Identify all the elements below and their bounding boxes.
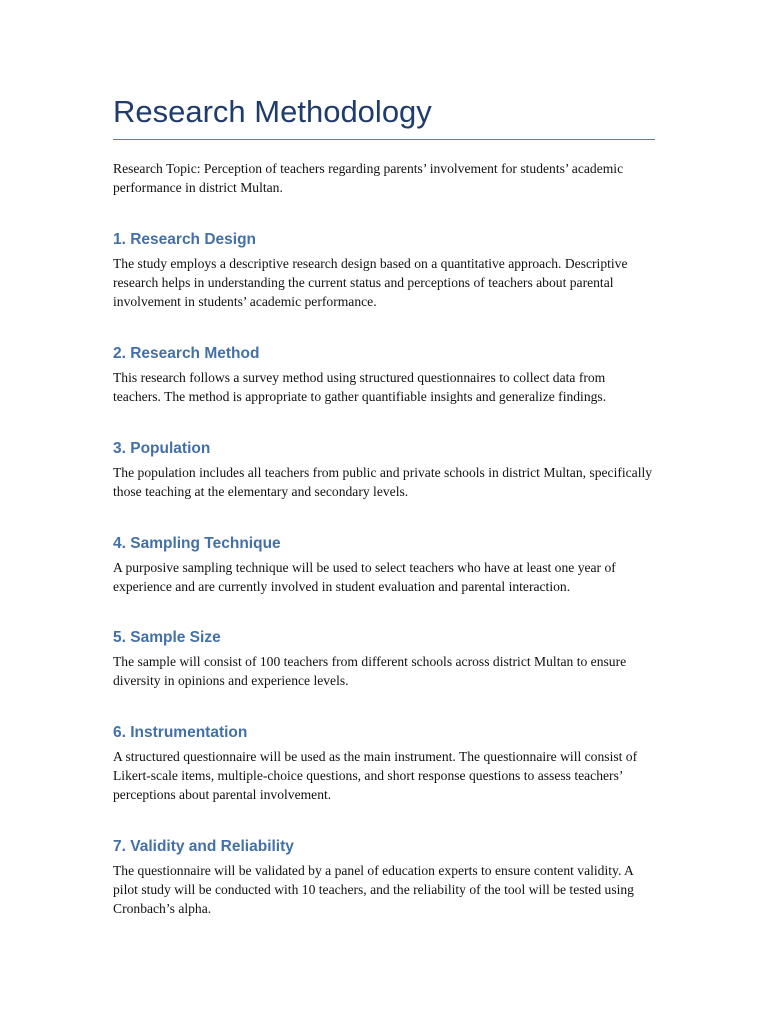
title-underline — [113, 139, 655, 140]
section-heading: 4. Sampling Technique — [113, 535, 281, 552]
section-body: This research follows a survey method using structured questionnaires to collect data from teachers. The method is appropriate to gather quantifiable insights and generalize findings. — [113, 370, 607, 404]
section-sampling-technique — [113, 534, 656, 596]
section-body: The population includes all teachers from public and private schools in district Multan, specifically those teaching at the elementary and secondary levels. — [113, 465, 653, 499]
section-body: A purposive sampling technique will be used to select teachers who have at least one year of experience and are currently involved in student evaluation and parental interaction. — [113, 560, 616, 594]
section-sample-size — [113, 628, 656, 690]
section-heading: 2. Research Method — [113, 345, 260, 362]
section-body: The study employs a descriptive research design based on a quantitative approach. Descriptive research helps in understanding the current status and perceptions of teachers about parental involvement in students’ academic performance. — [113, 256, 628, 309]
section-research-design — [113, 230, 656, 311]
section-population — [113, 439, 656, 501]
section-heading: 1. Research Design — [113, 231, 257, 248]
section-heading: 5. Sample Size — [113, 629, 221, 646]
page-title: Research Methodology — [113, 94, 432, 129]
section-instrumentation — [113, 723, 656, 804]
section-research-method — [113, 344, 656, 406]
section-heading: 3. Population — [113, 440, 211, 457]
section-heading: 6. Instrumentation — [113, 724, 248, 741]
section-body: The sample will consist of 100 teachers from different schools across district Multan to ensure diversity in opinions and experience levels. — [113, 654, 627, 688]
section-validity-reliability — [113, 837, 656, 918]
section-heading: 7. Validity and Reliability — [113, 838, 294, 855]
section-body: A structured questionnaire will be used as the main instrument. The questionnaire will consist of Likert-scale items, multiple-choice questions, and short response questions to assess teachers’ perceptions about parental involvement. — [113, 749, 638, 802]
research-topic: Research Topic: Perception of teachers regarding parents’ involvement for students’ academic performance in district Multan. — [113, 161, 624, 195]
section-body: The questionnaire will be validated by a panel of education experts to ensure content validity. A pilot study will be conducted with 10 teachers, and the reliability of the tool will be tested using Cronbach’s alpha. — [113, 863, 634, 916]
